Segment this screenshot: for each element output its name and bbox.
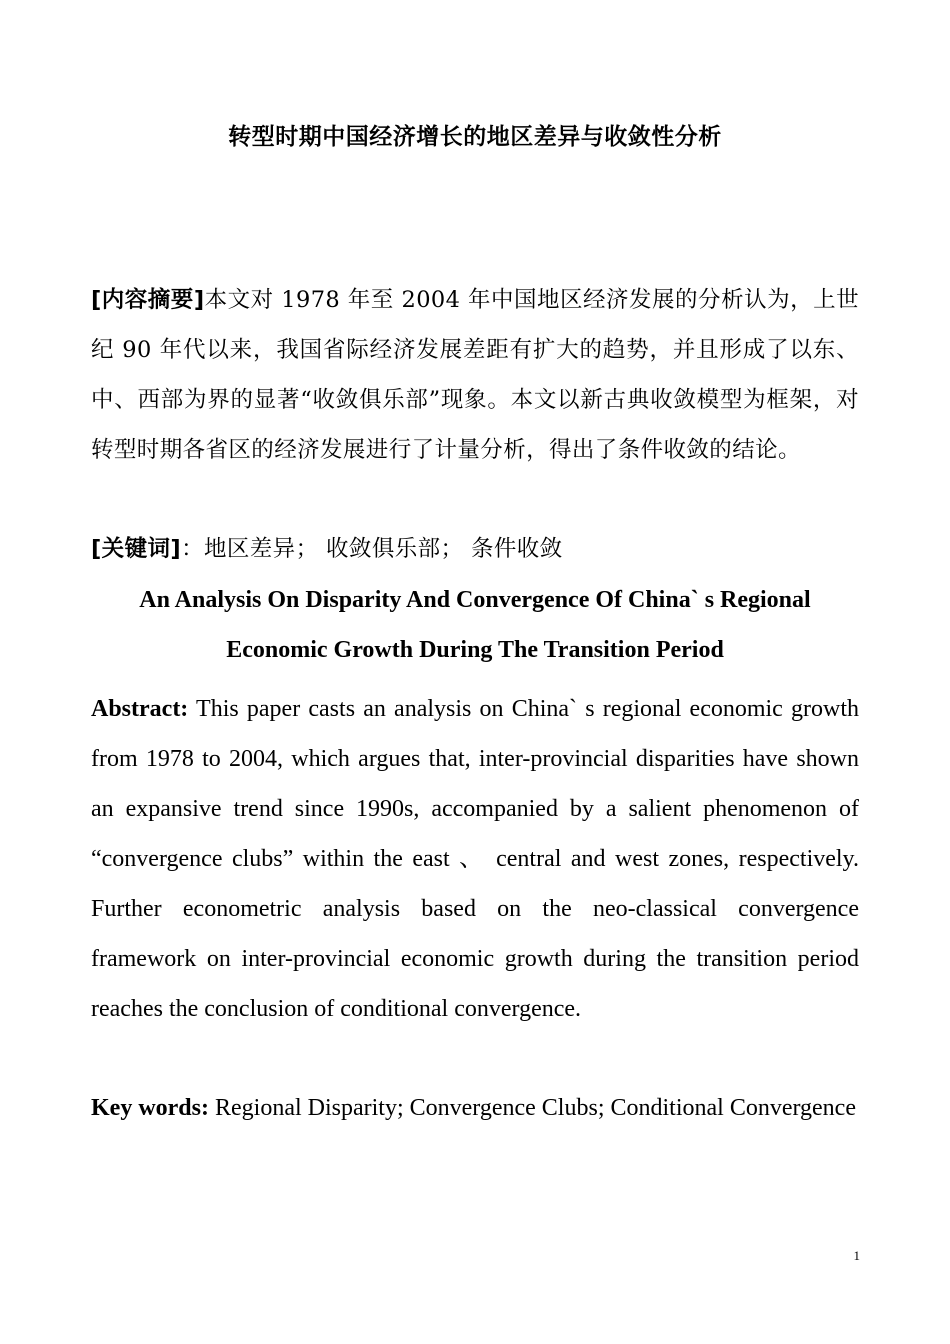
english-abstract [91,684,859,1034]
english-keywords-label: Key words: [91,1095,209,1121]
english-abstract-text: This paper casts an analysis on China` s regional economic growth from 1978 to 2004, which argues that, inter-provincial disparities have shown an expansive trend since 1990s, accompanied by a salient phenomenon of “convergence clubs” within the east 、 central and west zones, respectively. Further econometric analysis based on the neo-classical convergence framework on inter-provincial economic growth during the transition period reaches the conclusion of conditional convergence. [91,696,859,1022]
chinese-title: 转型时期中国经济增长的地区差异与收敛性分析 [228,124,722,150]
english-abstract-label: Abstract: [91,696,189,722]
chinese-keywords-text: ：地区差异； 收敛俱乐部； 条件收敛 [181,536,563,562]
english-keywords-text: Regional Disparity; Convergence Clubs; Conditional Convergence [208,1095,856,1121]
chinese-keywords-label: [关键词] [91,536,182,562]
english-title: An Analysis On Disparity And Convergence Of China` s Regional Economic Growth During The Transition Period [139,587,811,663]
chinese-abstract-text: 本文对 1978 年至 2004 年中国地区经济发展的分析认为，上世纪 90 年代以来，我国省际经济发展差距有扩大的趋势，并且形成了以东、中、西部为界的显著“收敛俱乐部”现象。本文以新古典收敛模型为框架，对转型时期各省区的经济发展进行了计量分析，得出了条件收敛的结论。 [91,287,859,463]
chinese-keywords [91,524,859,574]
chinese-abstract [91,275,859,475]
english-keywords [91,1083,859,1133]
page-number: 1 [853,1248,860,1263]
chinese-abstract-label: [内容摘要] [91,287,205,313]
